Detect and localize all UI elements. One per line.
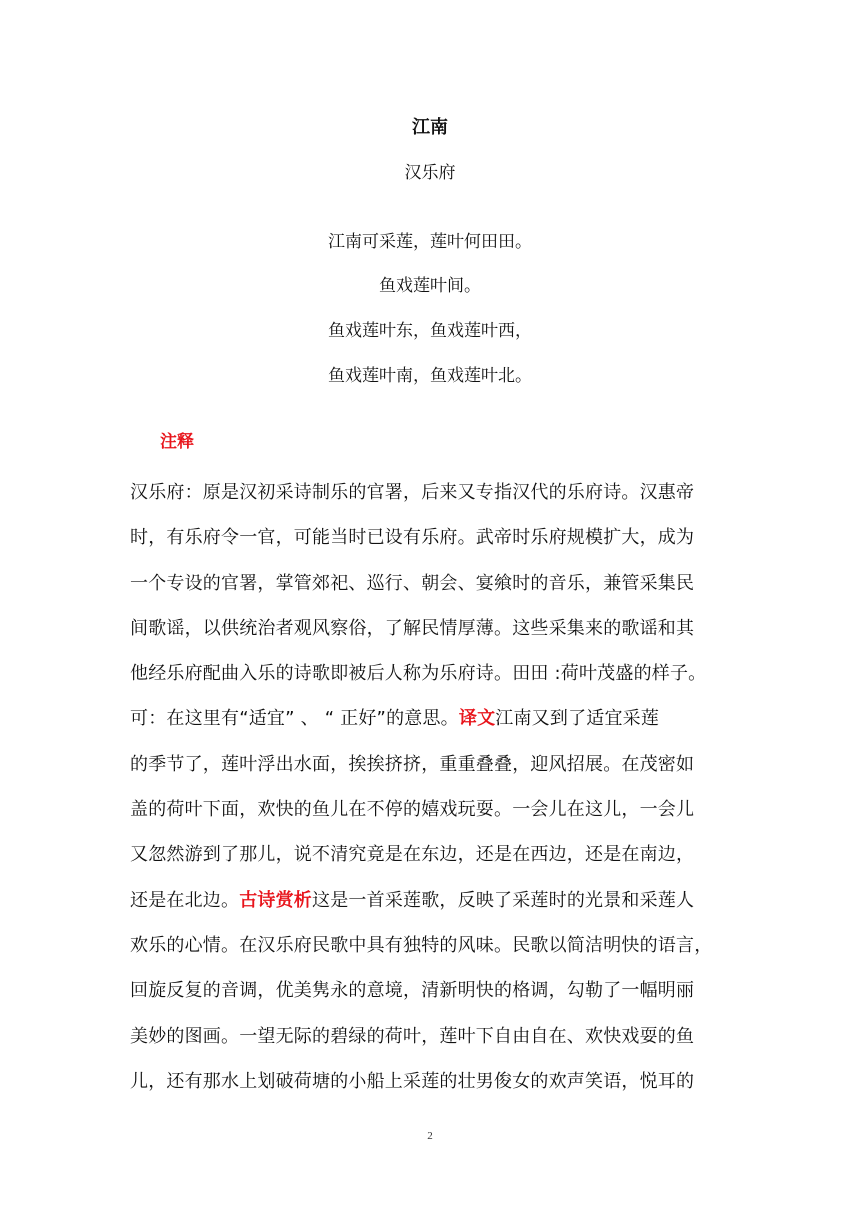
notes-line: 汉乐府：原是汉初采诗制乐的官署，后来又专指汉代的乐府诗。汉惠帝 [130,482,695,503]
notes-line: 可：在这里有“适宜” 、 “ 正好”的意思。 [130,708,459,730]
notes-line: 时，有乐府令一官，可能当时已设有乐府。武帝时乐府规模扩大，成为 [130,527,695,549]
translation-appreciation-line [130,878,742,923]
notes-line: 他经乐府配曲入乐的诗歌即被后人称为乐府诗。田田 :荷叶茂盛的样子。 [130,663,707,685]
poem-line-2: 鱼戏莲叶间。 [379,276,481,296]
translation-line: 又忽然游到了那儿，说不清究竟是在东边，还是在西边，还是在南边， [130,844,695,866]
translation-text: 江南又到了适宜采莲 [495,708,660,730]
poem-title: 江南 [412,117,448,138]
notes-line: 一个专设的官署，掌管郊祀、巡行、朝会、宴飨时的音乐，兼管采集民 [130,572,695,594]
translation-line: 还是在北边。 [130,889,240,911]
translation-label: 译文 [458,708,496,730]
poem-line-1: 江南可采莲，莲叶何田田。 [328,232,532,252]
poem-line-4: 鱼戏莲叶南，鱼戏莲叶北。 [328,366,532,386]
translation-line: 的季节了，莲叶浮出水面，挨挨挤挤，重重叠叠，迎风招展。在茂密如 [130,753,695,775]
appreciation-line: 回旋反复的音调，优美隽永的意境，清新明快的格调，勾勒了一幅明丽 [130,980,695,1002]
page-number: 2 [427,1130,433,1142]
appreciation-line: 欢乐的心情。在汉乐府民歌中具有独特的风味。民歌以简洁明快的语言， [130,934,713,956]
appreciation-line: 儿，还有那水上划破荷塘的小船上采莲的壮男俊女的欢声笑语，悦耳的 [130,1070,695,1092]
appreciation-text: 这是一首采莲歌，反映了采莲时的光景和采莲人 [312,889,695,911]
appreciation-line: 美妙的图画。一望无际的碧绿的荷叶，莲叶下自由自在、欢快戏耍的鱼 [130,1025,695,1047]
poem-author: 汉乐府 [404,163,456,183]
translation-line: 盖的荷叶下面，欢快的鱼儿在不停的嬉戏玩耍。一会儿在这儿，一会儿 [130,799,695,821]
appreciation-label: 古诗赏析 [239,889,313,911]
poem-line-3: 鱼戏莲叶东，鱼戏莲叶西， [328,321,532,341]
notes-heading: 注释 [160,432,194,452]
notes-translation-line [130,696,742,741]
body-text [130,470,742,1104]
notes-line: 间歌谣，以供统治者观风察俗，了解民情厚薄。这些采集来的歌谣和其 [130,617,695,639]
